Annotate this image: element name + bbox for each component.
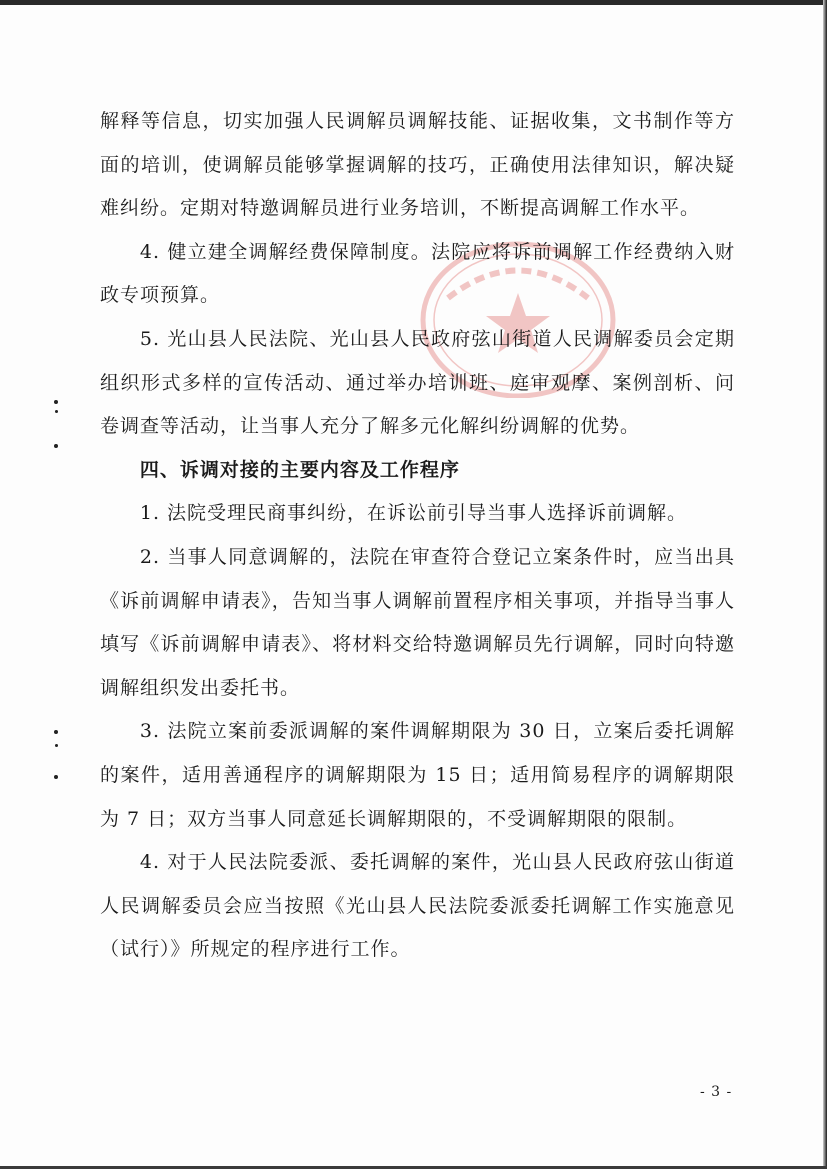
paragraph: 4. 对于人民法院委派、委托调解的案件，光山县人民政府弦山街道人民调解委员会应当按照《光山县人民法院委派委托调解工作实施意见（试行）》所规定的程序进行工作。 [100,851,735,961]
paragraph: 4. 健立建全调解经费保障制度。法院应将诉前调解工作经费纳入财政专项预算。 [100,240,735,307]
page-number: - 3 - [700,1084,733,1100]
paragraph: 2. 当事人同意调解的，法院在审查符合登记立案条件时，应当出具《诉前调解申请表》，告知当事人调解前置程序相关事项，并指导当事人填写《诉前调解申请表》、将材料交给特邀调解员先行调解，同时向特邀调解组织发出委托书。 [100,545,735,699]
paragraph: 5. 光山县人民法院、光山县人民政府弦山街道人民调解委员会定期组织形式多样的宣传活动、通过举办培训班、庭审观摩、案例剖析、问卷调查等活动，让当事人充分了解多元化解纠纷调解的优势。 [100,327,735,438]
punch-mark [54,444,58,448]
punch-mark [54,775,58,779]
section-heading: 四、诉调对接的主要内容及工作程序 [139,458,460,481]
paragraph: 解释等信息，切实加强人民调解员调解技能、证据收集，文书制作等方面的培训，使调解员能够掌握调解的技巧，正确使用法律知识，解决疑难纠纷。定期对特邀调解员进行业务培训，不断提高调解工作水平。 [100,110,735,220]
punch-mark [54,730,58,734]
scan-edge-top [0,0,827,5]
document-body [100,100,735,972]
punch-mark [54,400,58,404]
scan-edge-right [823,0,827,1169]
punch-mark [55,744,58,747]
paragraph: 1. 法院受理民商事纠纷，在诉讼前引导当事人选择诉前调解。 [139,502,688,525]
paragraph: 3. 法院立案前委派调解的案件调解期限为 30 日，立案后委托调解的案件，适用善通程序的调解期限为 15 日；适用简易程序的调解期限为 7 日；双方当事人同意延长调解期限的，不受调解期限的限制。 [100,720,735,830]
punch-mark [55,410,58,413]
